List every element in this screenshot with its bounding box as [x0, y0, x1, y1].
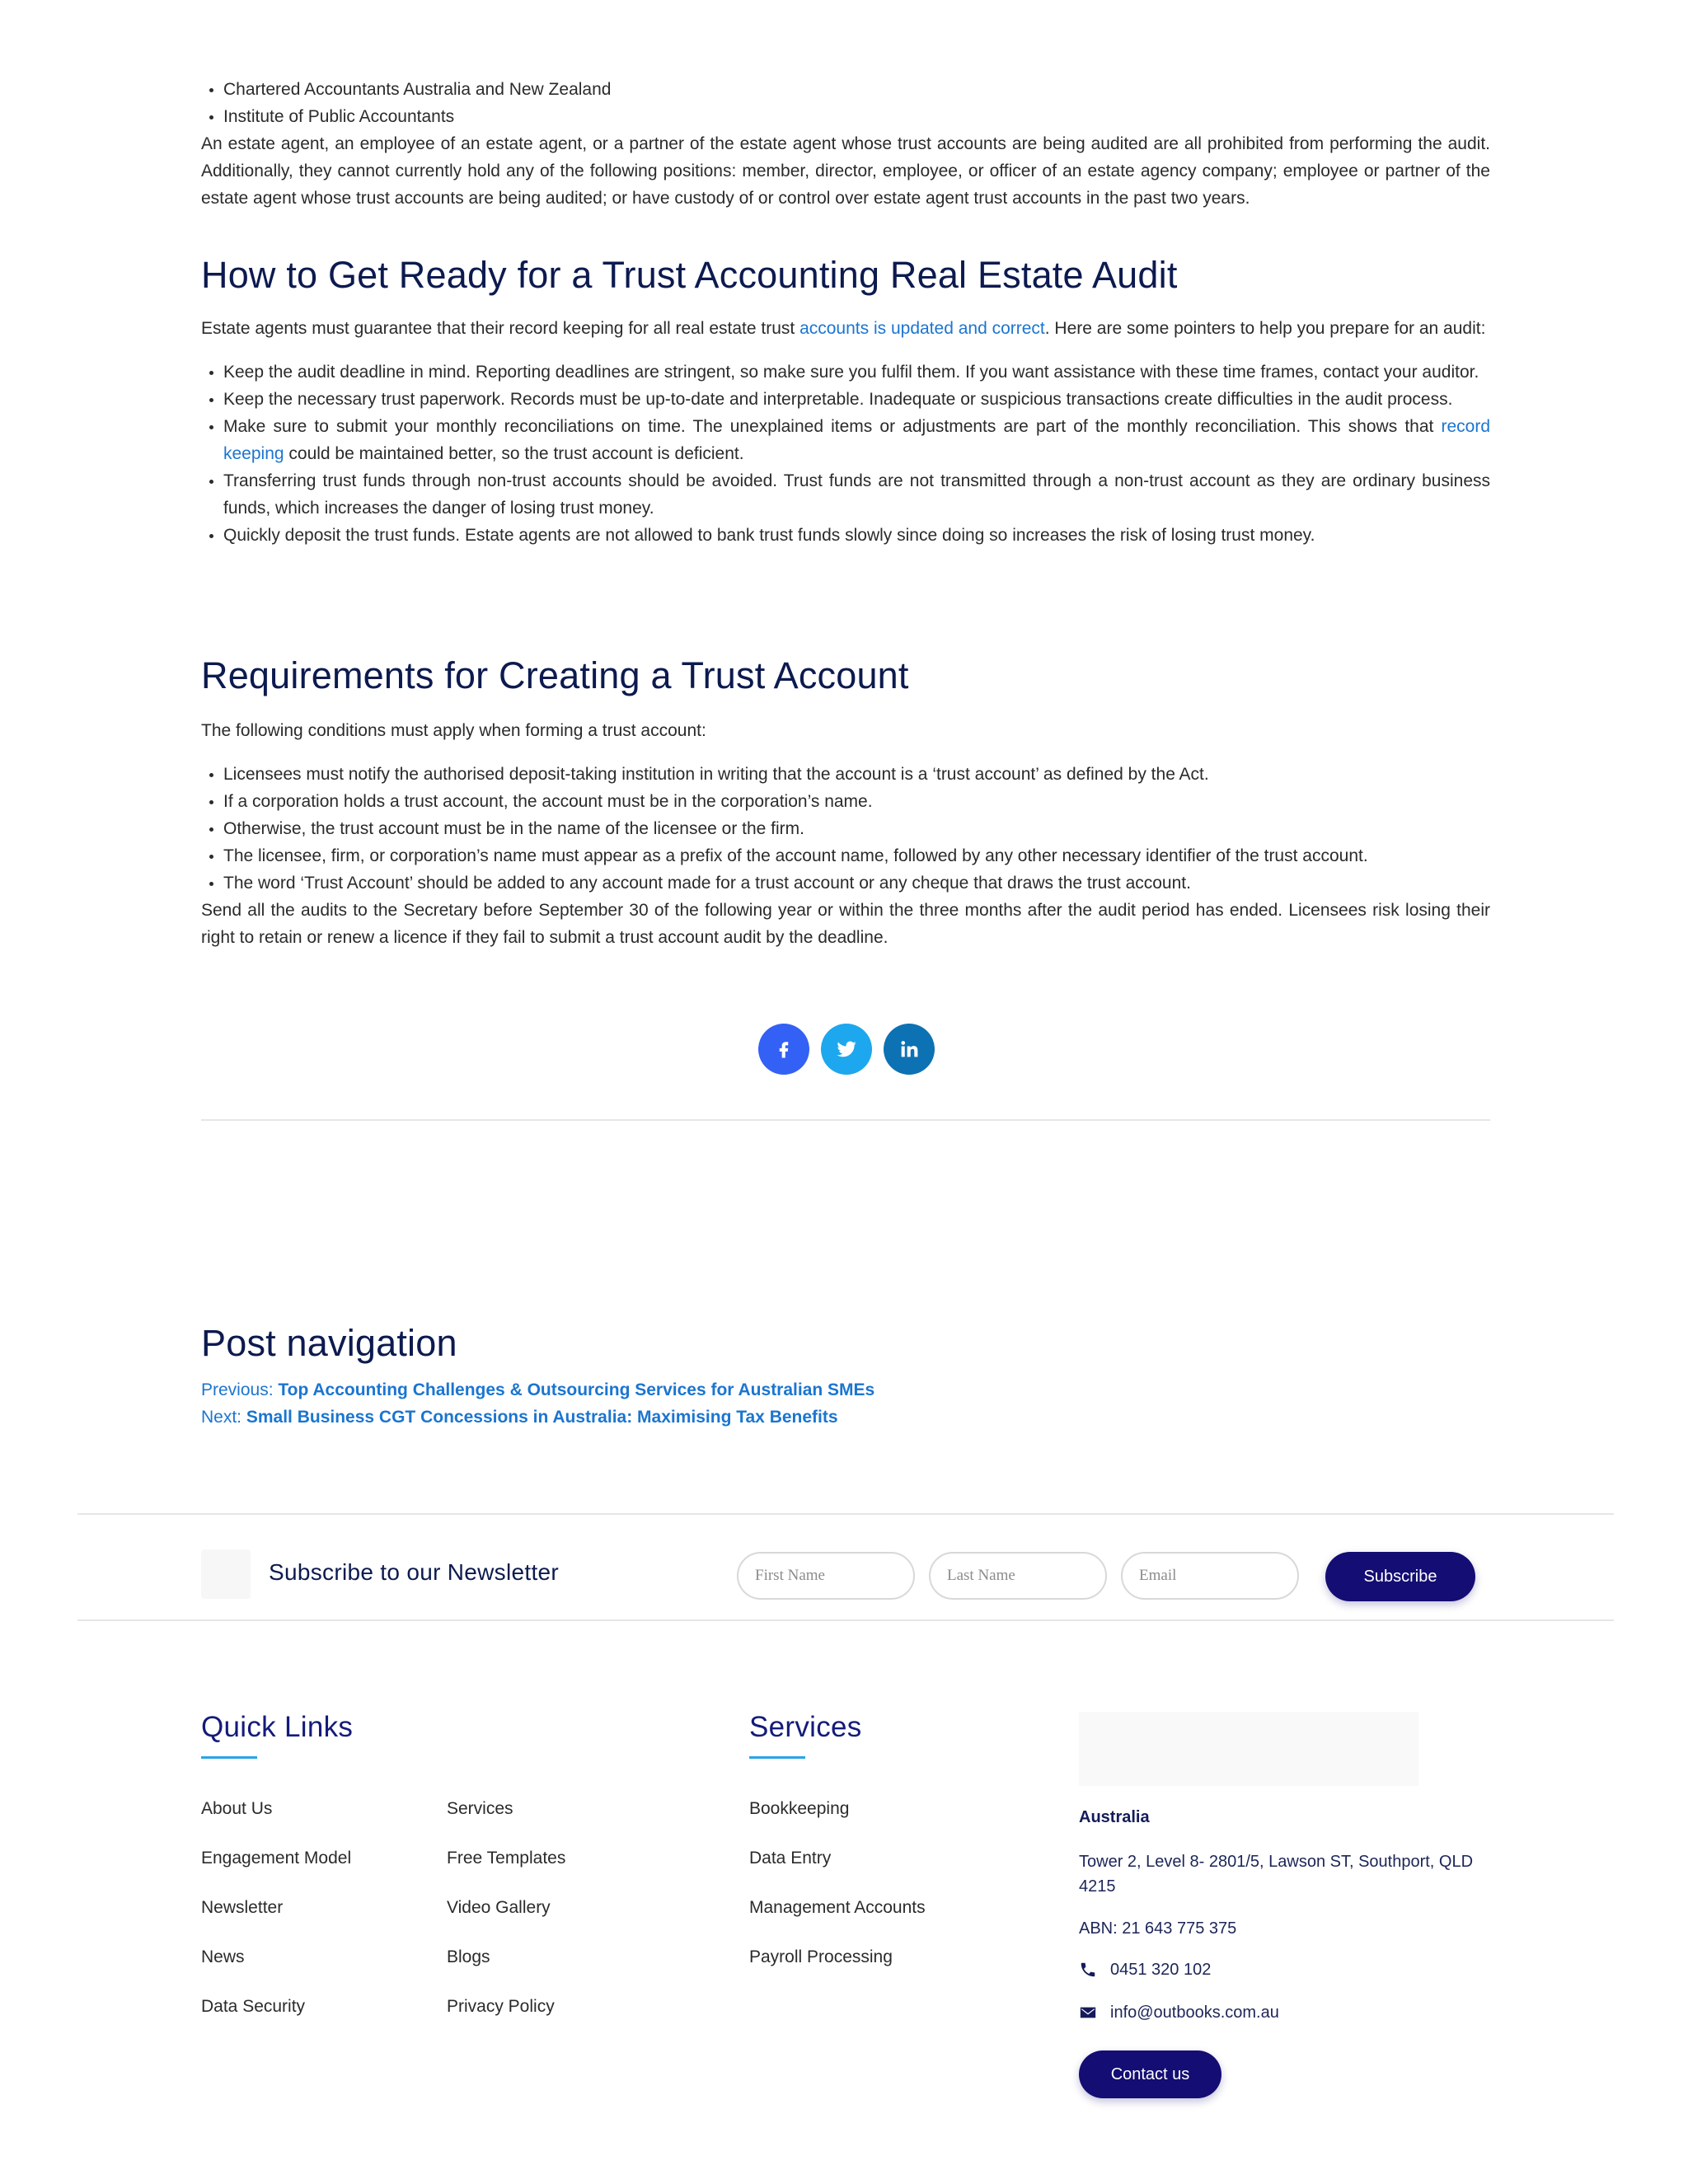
post-navigation-heading: Post navigation — [201, 1322, 457, 1364]
company-logo — [1079, 1712, 1418, 1786]
previous-label: Previous: — [201, 1380, 274, 1399]
article-intro — [201, 76, 1490, 212]
footer-link-newsletter[interactable]: Newsletter — [201, 1898, 284, 1917]
text-span: could be maintained better, so the trust account is deficient. — [284, 444, 744, 463]
accounts-updated-link[interactable]: accounts is updated and correct — [799, 319, 1045, 338]
subscribe-button[interactable]: Subscribe — [1325, 1552, 1475, 1601]
list-item: • Keep the audit deadline in mind. Reporting deadlines are stringent, so make sure you fulfil them. If you want assistance with these time frames, contact your auditor. — [223, 359, 1490, 386]
ready-list — [201, 359, 1490, 549]
divider — [77, 1619, 1614, 1621]
previous-post — [201, 1376, 1490, 1404]
divider — [201, 1119, 1490, 1121]
next-post — [201, 1404, 1490, 1431]
services-heading: Services — [749, 1711, 862, 1743]
requirements-paragraph: The following conditions must apply when forming a trust account: — [201, 721, 706, 740]
footer-link-data-entry[interactable]: Data Entry — [749, 1849, 832, 1868]
list-item: • If a corporation holds a trust account, the account must be in the corporation’s name. — [223, 788, 1490, 815]
list-item: • The word ‘Trust Account’ should be added to any account made for a trust account or any cheque that draws the trust account. — [223, 869, 1490, 897]
footer-link-data-security[interactable]: Data Security — [201, 1997, 306, 2016]
closing-paragraph: Send all the audits to the Secretary before September 30 of the following year or within the three months after the audit period has ended. Licensees risk losing their right to retain or renew a licence if they fail to submit a trust account audit by the deadline. — [201, 901, 1490, 947]
text-span: . Here are some pointers to help you prepare for an audit: — [1044, 319, 1486, 338]
last-name-input[interactable] — [929, 1552, 1107, 1600]
facebook-icon — [772, 1038, 795, 1061]
previous-post-link[interactable]: Top Accounting Challenges & Outsourcing Services for Australian SMEs — [278, 1380, 875, 1399]
newsletter-title: Subscribe to our Newsletter — [269, 1559, 560, 1585]
record-keeping-link[interactable]: record keeping — [223, 417, 1490, 463]
facebook-share-button[interactable] — [758, 1024, 809, 1075]
list-item: • Otherwise, the trust account must be in the name of the licensee or the firm. — [223, 815, 1490, 842]
linkedin-icon — [898, 1038, 921, 1061]
requirements-section — [201, 717, 1490, 951]
share-buttons — [758, 1024, 935, 1075]
ready-paragraph — [201, 315, 1490, 342]
footer-link-payroll-processing[interactable]: Payroll Processing — [749, 1947, 893, 1966]
text-span: Make sure to submit your monthly reconciliations on time. The unexplained items or adjustments are part of the monthly reconciliation. This shows that — [223, 417, 1442, 436]
first-name-input[interactable] — [737, 1552, 915, 1600]
twitter-share-button[interactable] — [821, 1024, 872, 1075]
intro-paragraph: An estate agent, an employee of an estate agent, or a partner of the estate agent whose trust accounts are being audited are all prohibited from performing the audit. Additionally, they cannot currently hold any of the following positions: member, director, employee, or officer of an estate agency company; employee or partner of the estate agent whose trust accounts are being audited; or have custody of or control over estate agent trust accounts in the past two years. — [201, 134, 1490, 208]
ready-section — [201, 315, 1490, 549]
footer-link-management-accounts[interactable]: Management Accounts — [749, 1898, 926, 1917]
footer-link-privacy-policy[interactable]: Privacy Policy — [447, 1997, 555, 2016]
divider — [77, 1513, 1614, 1515]
footer-link-services[interactable]: Services — [447, 1799, 513, 1818]
heading-underline — [749, 1756, 805, 1759]
text-span: Estate agents must guarantee that their record keeping for all real estate trust — [201, 319, 800, 338]
heading-underline — [201, 1756, 257, 1759]
list-item: • Quickly deposit the trust funds. Estate agents are not allowed to bank trust funds slowly since doing so increases the risk of losing trust money. — [223, 522, 1490, 549]
list-item: • The licensee, firm, or corporation’s name must appear as a prefix of the account name, followed by any other necessary identifier of the trust account. — [223, 842, 1490, 869]
footer-phone-link[interactable]: 0451 320 102 — [1110, 1961, 1212, 1979]
phone-icon — [1079, 1961, 1097, 1979]
twitter-icon — [835, 1038, 858, 1061]
next-post-link[interactable]: Small Business CGT Concessions in Australia: Maximising Tax Benefits — [246, 1408, 838, 1427]
footer-link-video-gallery[interactable]: Video Gallery — [447, 1898, 551, 1917]
list-item: • Transferring trust funds through non-trust accounts should be avoided. Trust funds are not transmitted through a non-trust account as they are ordinary business funds, which increases the danger of losing trust money. — [223, 467, 1490, 522]
footer-address: Tower 2, Level 8- 2801/5, Lawson ST, Southport, QLD 4215 — [1079, 1853, 1474, 1896]
quick-links-heading: Quick Links — [201, 1711, 354, 1743]
footer-link-about-us[interactable]: About Us — [201, 1799, 273, 1818]
accreditation-list — [201, 76, 1490, 130]
list-item: • Chartered Accountants Australia and New Zealand — [223, 76, 1490, 103]
footer-country: Australia — [1079, 1808, 1150, 1826]
next-label: Next: — [201, 1408, 242, 1427]
footer-abn: ABN: 21 643 775 375 — [1079, 1919, 1237, 1938]
list-item: • Institute of Public Accountants — [223, 103, 1490, 130]
contact-us-button[interactable]: Contact us — [1079, 2050, 1221, 2098]
requirements-heading: Requirements for Creating a Trust Account — [201, 654, 909, 696]
footer-link-engagement-model[interactable]: Engagement Model — [201, 1849, 352, 1868]
footer-link-bookkeeping[interactable]: Bookkeeping — [749, 1799, 850, 1818]
newsletter-image — [201, 1549, 251, 1599]
list-item — [223, 413, 1490, 467]
footer-link-free-templates[interactable]: Free Templates — [447, 1849, 566, 1868]
footer-link-news[interactable]: News — [201, 1947, 245, 1966]
email-input[interactable] — [1121, 1552, 1299, 1600]
ready-heading: How to Get Ready for a Trust Accounting Real Estate Audit — [201, 254, 1178, 296]
envelope-icon — [1079, 2004, 1097, 2022]
post-navigation — [201, 1319, 1490, 1431]
list-item: • Licensees must notify the authorised deposit-taking institution in writing that the account is a ‘trust account’ as defined by the Act. — [223, 761, 1490, 788]
footer-link-blogs[interactable]: Blogs — [447, 1947, 490, 1966]
requirements-list — [201, 761, 1490, 897]
footer-email-link[interactable]: info@outbooks.com.au — [1110, 2004, 1279, 2022]
linkedin-share-button[interactable] — [884, 1024, 935, 1075]
list-item: • Keep the necessary trust paperwork. Records must be up-to-date and interpretable. Inadequate or suspicious transactions create difficulties in the audit process. — [223, 386, 1490, 413]
